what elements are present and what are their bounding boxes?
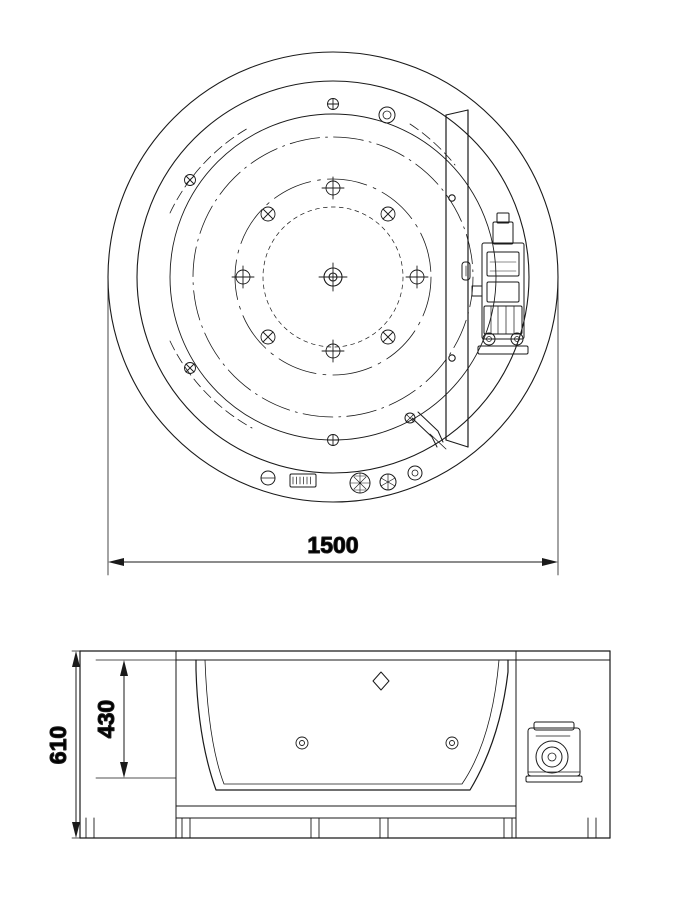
panel-fixing-icon [449, 195, 455, 201]
frame-foot [380, 818, 388, 838]
dim-arrow-right [542, 558, 558, 566]
back-panel-bottom-cap [446, 440, 468, 447]
overflow-fitting-icon [379, 107, 395, 123]
frame-foot [588, 818, 596, 838]
height-overall-dimension-group [72, 651, 80, 838]
rim-fitting-icon [185, 363, 196, 374]
rim-detail-arc [410, 124, 455, 165]
jet-icon [322, 340, 344, 362]
waste-fitting-icon [261, 471, 275, 485]
rim-fitting-icon [328, 99, 339, 110]
jet-icon-front [296, 737, 308, 749]
jet-icon [406, 266, 428, 288]
frame-foot [182, 818, 190, 838]
frame-foot [86, 818, 94, 838]
dimension-height-overall-label: 610 [45, 725, 71, 765]
diamond-fitting-icon [373, 672, 389, 690]
back-panel-top-cap [446, 110, 468, 115]
front-view-group [80, 651, 610, 838]
tub-profile-outline [196, 660, 508, 790]
pump-assembly-front-view [526, 722, 582, 782]
jet-icon [261, 330, 275, 344]
dim-arrow-610-bottom [72, 822, 80, 838]
center-target-icon [319, 263, 347, 291]
pump-assembly-top-view [462, 213, 528, 354]
frame-foot [311, 818, 319, 838]
tub-inner-profile [205, 660, 499, 784]
rim-fitting-icon [328, 435, 339, 446]
dim-arrow-610-top [72, 651, 80, 667]
panel-fixing-icon [449, 355, 455, 361]
jet-icon [261, 207, 275, 221]
drain-fitting-icon [408, 466, 422, 480]
jet-icon [381, 330, 395, 344]
dim-arrow-430-top [120, 660, 128, 676]
jet-icon-front [446, 737, 458, 749]
pipe-run [405, 412, 446, 449]
jet-icon [322, 177, 344, 199]
dimension-width-label: 1500 [307, 532, 359, 558]
dim-arrow-left [108, 558, 124, 566]
air-control-icon [380, 474, 396, 490]
control-panel-icon [290, 474, 316, 487]
speaker-grille-icon [350, 473, 370, 493]
dimension-height-tub-label: 430 [93, 699, 119, 739]
dim-arrow-430-bottom [120, 762, 128, 778]
jet-icon [381, 207, 395, 221]
frame-foot [504, 818, 512, 838]
top-view-group [108, 52, 558, 502]
width-dimension-group [108, 277, 558, 575]
